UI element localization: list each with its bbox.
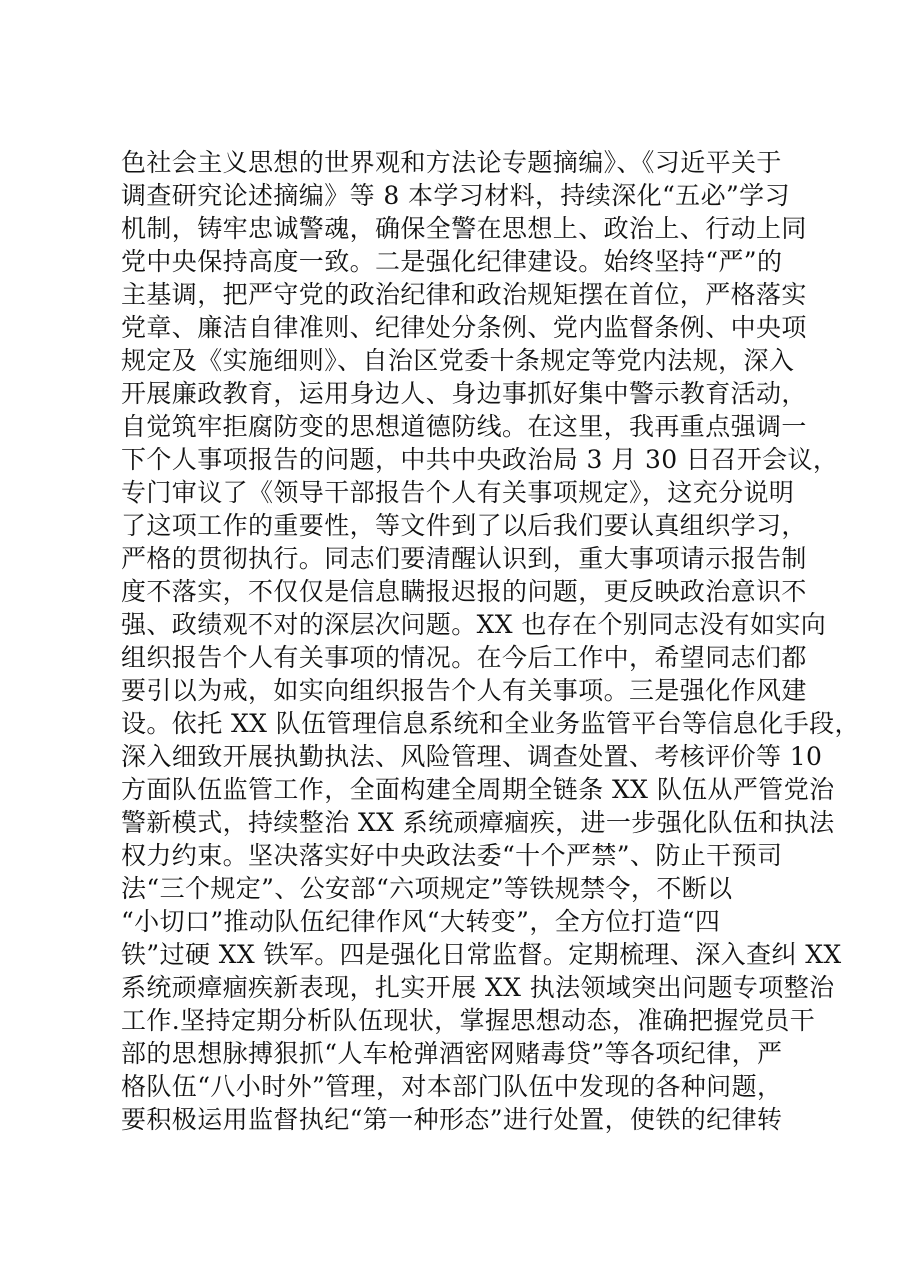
- text-line: 系统顽瘴痼疾新表现，扎实开展 XX 执法领域突出问题专项整治: [121, 973, 835, 1002]
- text-line: 严格的贯彻执行。同志们要清醒认识到，重大事项请示报告制: [121, 544, 807, 573]
- text-line: 方面队伍监管工作，全面构建全周期全链条 XX 队伍从严管党治: [121, 775, 835, 804]
- text-line: 深入细致开展执勤执法、风险管理、调查处置、考核评价等 10: [121, 742, 823, 771]
- text-line: 铁”过硬 XX 铁军。四是强化日常监督。定期梳理、深入查纠 XX: [121, 940, 842, 969]
- text-line: 组织报告个人有关事项的情况。在今后工作中，希望同志们都: [121, 643, 807, 672]
- text-line: 权力约束。坚决落实好中央政法委“十个严禁”、防止干预司: [121, 841, 783, 870]
- text-line: 强、政绩观不对的深层次问题。XX 也存在个别同志没有如实向: [121, 610, 827, 639]
- text-line: 度不落实，不仅仅是信息瞒报迟报的问题，更反映政治意识不: [121, 577, 807, 606]
- text-line: 开展廉政教育，运用身边人、身边事抓好集中警示教育活动，: [121, 379, 807, 408]
- text-line: 格队伍“八小时外”管理，对本部门队伍中发现的各种问题，: [121, 1072, 783, 1101]
- text-line: 要引以为戒，如实向组织报告个人有关事项。三是强化作风建: [121, 676, 807, 705]
- text-line: 主基调，把严守党的政治纪律和政治规矩摆在首位，严格落实: [121, 280, 807, 309]
- text-line: 调查研究论述摘编》等 8 本学习材料，持续深化“五必”学习: [121, 181, 790, 210]
- text-line: 法“三个规定”、公安部“六项规定”等铁规禁令，不断以: [121, 874, 733, 903]
- text-line: 下个人事项报告的问题，中共中央政治局 3 月 30 日召开会议，: [121, 445, 839, 474]
- body-paragraph: [121, 146, 860, 1136]
- text-line: 自觉筑牢拒腐防变的思想道德防线。在这里，我再重点强调一: [121, 412, 807, 441]
- text-line: 机制，铸牢忠诚警魂，确保全警在思想上、政治上、行动上同: [121, 214, 807, 243]
- text-line: 色社会主义思想的世界观和方法论专题摘编》、《习近平关于: [121, 148, 782, 177]
- text-line: “小切口”推动队伍纪律作风“大转变”，全方位打造“四: [121, 907, 721, 936]
- text-line: 部的思想脉搏狠抓“人车枪弹酒密网赌毒贷”等各项纪律，严: [121, 1039, 783, 1068]
- text-line: 警新模式，持续整治 XX 系统顽瘴痼疾，进一步强化队伍和执法: [121, 808, 835, 837]
- text-line: 党中央保持高度一致。二是强化纪律建设。始终坚持“严”的: [121, 247, 783, 276]
- text-line: 工作.坚持定期分析队伍现状，掌握思想动态，准确把握党员干: [121, 1006, 816, 1035]
- text-line: 设。依托 XX 队伍管理信息系统和全业务监管平台等信息化手段，: [121, 709, 860, 738]
- text-line: 专门审议了《领导干部报告个人有关事项规定》，这充分说明: [121, 478, 795, 507]
- text-line: 要积极运用监督执纪“第一种形态”进行处置，使铁的纪律转: [121, 1105, 783, 1134]
- text-line: 了这项工作的重要性，等文件到了以后我们要认真组织学习，: [121, 511, 807, 540]
- text-line: 规定及《实施细则》、自治区党委十条规定等党内法规，深入: [121, 346, 795, 375]
- text-line: 党章、廉洁自律准则、纪律处分条例、党内监督条例、中央项: [121, 313, 807, 342]
